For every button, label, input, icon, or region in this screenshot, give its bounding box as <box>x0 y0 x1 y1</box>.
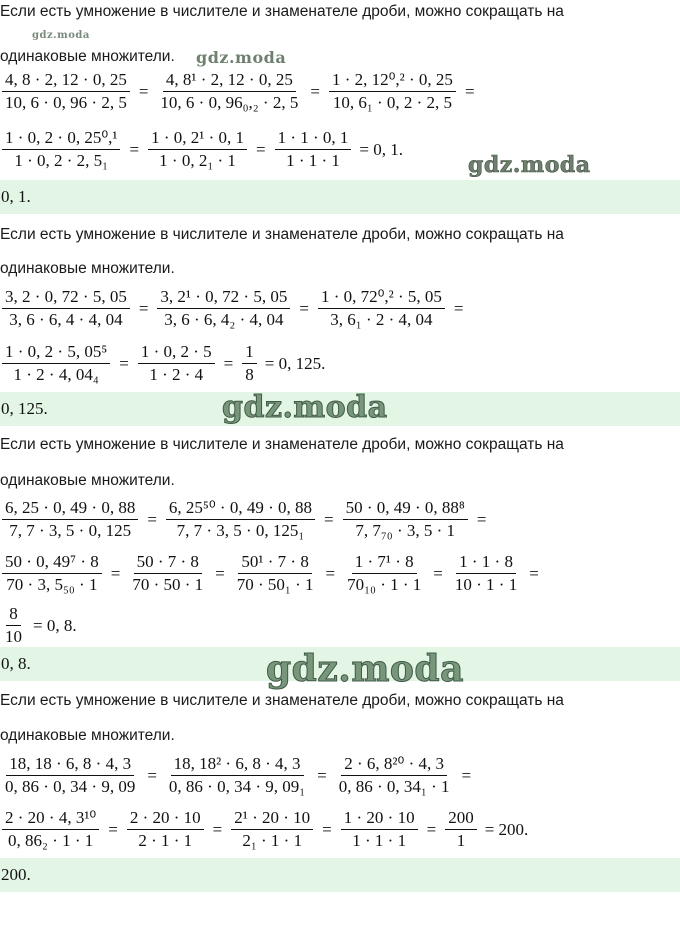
denominator: 10, 6₁ · 0, 2 · 2, 5 <box>332 93 453 112</box>
numerator: 50¹ · 7 · 8 <box>238 552 311 574</box>
numerator: 50 · 0, 49 · 0, 88⁸ <box>343 498 468 520</box>
denominator: 10, 6 · 0, 96₀,₂ · 2, 5 <box>160 93 299 112</box>
math-row <box>0 287 471 330</box>
denominator: 1 <box>456 831 466 850</box>
equals-sign: = <box>215 563 225 583</box>
denominator: 1 · 2 · 4 <box>149 365 204 384</box>
denominator: 3, 6 · 6, 4 · 4, 04 <box>9 310 123 329</box>
numerator: 1 · 0, 2 · 5 <box>138 342 215 364</box>
denominator: 1 · 1 · 1 <box>286 151 340 170</box>
numerator: 18, 18 · 6, 8 · 4, 3 <box>6 754 134 776</box>
math-row <box>0 552 546 595</box>
numerator: 2¹ · 20 · 10 <box>231 808 313 830</box>
equals-sign: = <box>310 81 320 101</box>
denominator: 0, 86₂ · 1 · 1 <box>7 831 94 850</box>
denominator: 3, 6 · 6, 4₂ · 4, 04 <box>164 310 284 329</box>
equals-sign: = <box>433 563 443 583</box>
equals-sign: = <box>325 563 336 583</box>
fraction <box>166 498 315 541</box>
denominator: 7, 7 · 3, 5 · 0, 125₁ <box>176 521 305 540</box>
denominator: 1 · 2 · 4, 04₄ <box>13 365 99 384</box>
fraction <box>157 70 301 113</box>
fraction <box>445 808 477 851</box>
denominator: 0, 86 · 0, 34₁ · 1 <box>338 777 450 796</box>
numerator: 1 · 20 · 10 <box>341 808 418 830</box>
fraction <box>341 808 418 851</box>
numerator: 8 <box>6 604 21 626</box>
watermark: gdz.moda <box>196 48 287 67</box>
equals-sign: = <box>108 819 118 839</box>
equals-sign: = <box>324 509 334 529</box>
equals-sign: = <box>256 139 266 159</box>
math-row: $\frac{\text{2 · 20 · 4, 3¹⁰}}{\text{0, 86₂ · 1 · 1}}$ = $\frac{2 \cdot 20 \cdot 10}{2 \cdot 1 \cdot 1}$ = $\frac{\text{2¹ · 20 · 10}}{\text{2₁ · 1 · 1}}$ = $\frac{1 \cdot 20 \cdot 10}{1 \cdot 1 \cdot 1}$ = $\frac{200}{1}$ = 200. <box>0 808 528 851</box>
numerator: 50 · 7 · 8 <box>134 552 202 574</box>
numerator: 2 · 20 · 4, 3¹⁰ <box>2 808 99 830</box>
fraction <box>242 342 257 385</box>
equals-sign: = <box>129 139 140 159</box>
fraction <box>275 128 352 171</box>
equals-sign: = <box>138 298 149 318</box>
watermark: gdz.moda <box>266 648 464 690</box>
denominator: 10 <box>5 627 22 646</box>
denominator: 1 · 0, 2₁ · 1 <box>159 151 236 170</box>
denominator: 8 <box>245 365 254 384</box>
math-row <box>0 754 478 797</box>
denominator: 3, 6₁ · 2 · 4, 04 <box>330 310 433 329</box>
denominator: 7, 7₇₀ · 3, 5 · 1 <box>355 521 456 540</box>
fraction <box>138 342 215 385</box>
equals-sign: = <box>453 298 464 318</box>
watermark: gdz.moda <box>32 30 90 41</box>
equals-sign: = <box>119 353 129 373</box>
denominator: 1 · 0, 2 · 2, 5₁ <box>14 151 109 170</box>
numerator: 1 · 0, 2 · 0, 25⁰,¹ <box>2 128 120 150</box>
numerator: 2 · 6, 8²⁰ · 4, 3 <box>341 754 447 776</box>
fraction <box>2 552 102 595</box>
numerator: 1 · 2, 12⁰,² · 0, 25 <box>329 70 456 92</box>
numerator: 1 · 1 · 8 <box>456 552 516 574</box>
equals-sign: = <box>223 353 234 373</box>
equals-sign: = <box>147 765 157 785</box>
fraction <box>2 342 110 385</box>
denominator: 7, 7 · 3, 5 · 0, 125 <box>9 521 132 540</box>
math-row: $\frac{\text{1 · 0, 2 · 5, 05⁵}}{\text{1 · 2 · 4, 04₄}}$ = $\frac{1 \cdot 0, 2 \cdot 5}{1 \cdot 2 \cdot 4}$ = $\frac{1}{8}$ = 0, 125. <box>0 342 325 385</box>
numerator: 3, 2¹ · 0, 72 · 5, 05 <box>157 287 290 309</box>
denominator: 1 · 1 · 1 <box>352 831 407 850</box>
explanation-text: одинаковые множители. <box>0 727 175 744</box>
equals-sign: = <box>529 563 539 583</box>
numerator: 3, 2 · 0, 72 · 5, 05 <box>2 287 130 309</box>
numerator: 2 · 20 · 10 <box>127 808 204 830</box>
fraction <box>2 604 25 647</box>
equals-sign: = <box>147 509 157 529</box>
fraction <box>2 498 138 541</box>
explanation-text: Если есть умножение в числителе и знаменателе дроби, можно сокращать на <box>0 3 564 20</box>
fraction <box>343 498 468 541</box>
answer-box: 200. <box>0 858 680 892</box>
watermark: gdz.moda <box>468 152 591 178</box>
fraction <box>452 552 520 595</box>
fraction <box>148 128 247 171</box>
fraction <box>2 70 130 113</box>
numerator: 1 · 1 · 0, 1 <box>275 128 352 150</box>
numerator: 6, 25 · 0, 49 · 0, 88 <box>2 498 138 520</box>
fraction <box>318 287 445 330</box>
numerator: 18, 18² · 6, 8 · 4, 3 <box>171 754 304 776</box>
numerator: 50 · 0, 49⁷ · 8 <box>2 552 102 574</box>
answer-box: 0, 1. <box>0 180 680 214</box>
denominator: 2 · 1 · 1 <box>138 831 193 850</box>
denominator: 0, 86 · 0, 34 · 9, 09₁ <box>168 777 306 796</box>
numerator: 4, 8 · 2, 12 · 0, 25 <box>2 70 130 92</box>
numerator: 1 · 0, 2 · 5, 05⁵ <box>2 342 110 364</box>
answer-box: 0, 8. <box>0 647 680 681</box>
numerator: 1 <box>242 342 257 364</box>
numerator: 200 <box>445 808 477 830</box>
equals-sign: = <box>299 298 309 318</box>
fraction <box>129 552 206 595</box>
fraction <box>127 808 204 851</box>
math-row <box>0 498 493 541</box>
numerator: 4, 8¹ · 2, 12 · 0, 25 <box>163 70 296 92</box>
denominator: 70 · 50 · 1 <box>132 575 204 594</box>
explanation-text: одинаковые множители. <box>0 472 175 489</box>
fraction <box>2 754 138 797</box>
fraction <box>166 754 308 797</box>
fraction <box>2 128 120 171</box>
equals-sign: = <box>317 765 327 785</box>
equals-sign: = <box>461 765 472 785</box>
equals-sign: = <box>212 819 223 839</box>
fraction <box>336 754 453 797</box>
equals-sign: = <box>322 819 332 839</box>
fraction <box>231 808 313 851</box>
fraction <box>344 552 424 595</box>
math-row: $\frac{\text{1 · 0, 2 · 0, 25⁰,¹}}{\text{1 · 0, 2 · 2, 5₁}}$ = $\frac{\text{1 · 0, 2¹ · 0, 1}}{\text{1 · 0, 2₁ · 1}}$ = $\frac{1 \cdot 1 \cdot 0, 1}{1 \cdot 1 \cdot 1}$ = 0, 1. <box>0 128 403 171</box>
explanation-text: Если есть умножение в числителе и знаменателе дроби, можно сокращать на <box>0 692 564 709</box>
numerator: 1 · 0, 72⁰,² · 5, 05 <box>318 287 445 309</box>
denominator: 70₁₀ · 1 · 1 <box>347 575 422 594</box>
fraction <box>329 70 456 113</box>
answer-box: 0, 125. <box>0 392 680 426</box>
math-row: $\frac{8}{10}$ = 0, 8. <box>0 604 77 647</box>
equals-sign: = <box>476 509 487 529</box>
numerator: 1 · 0, 2¹ · 0, 1 <box>148 128 247 150</box>
explanation-text: одинаковые множители. <box>0 260 175 277</box>
denominator: 10 · 1 · 1 <box>454 575 518 594</box>
denominator: 70 · 3, 5₅₀ · 1 <box>6 575 98 594</box>
denominator: 0, 86 · 0, 34 · 9, 09 <box>5 777 136 796</box>
equals-sign: = <box>138 81 149 101</box>
fraction <box>2 808 99 851</box>
equals-sign: = <box>426 819 437 839</box>
fraction <box>234 552 317 595</box>
numerator: 6, 25⁵⁰ · 0, 49 · 0, 88 <box>166 498 315 520</box>
fraction <box>157 287 290 330</box>
denominator: 70 · 50₁ · 1 <box>236 575 314 594</box>
math-row <box>0 70 482 113</box>
explanation-text: Если есть умножение в числителе и знаменателе дроби, можно сокращать на <box>0 436 564 453</box>
equals-sign: = <box>110 563 121 583</box>
fraction <box>2 287 130 330</box>
denominator: 10, 6 · 0, 96 · 2, 5 <box>5 93 127 112</box>
explanation-text: одинаковые множители. <box>0 48 175 65</box>
equals-sign: = <box>464 81 475 101</box>
numerator: 1 · 7¹ · 8 <box>352 552 417 574</box>
explanation-text: Если есть умножение в числителе и знаменателе дроби, можно сокращать на <box>0 226 564 243</box>
denominator: 2₁ · 1 · 1 <box>242 831 303 850</box>
watermark: gdz.moda <box>222 390 388 425</box>
